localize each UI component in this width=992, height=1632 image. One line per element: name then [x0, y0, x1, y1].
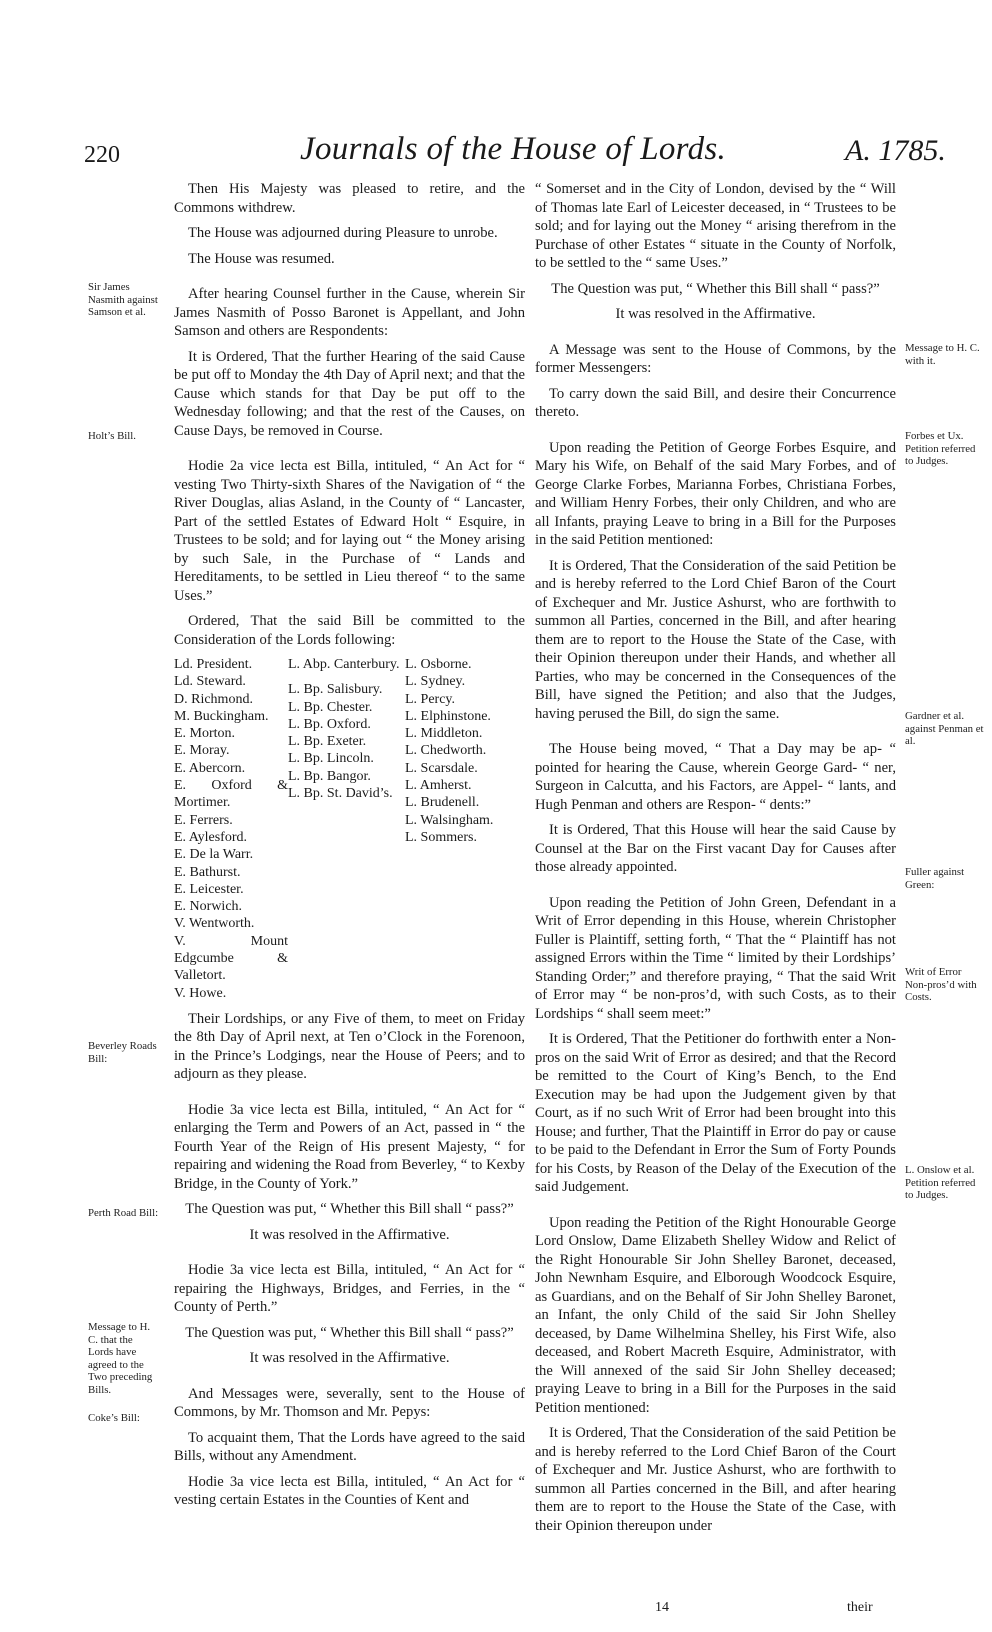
lord-name: L. Bp. Oxford.	[288, 716, 371, 732]
paragraph: To acquaint them, That the Lords have agreed to the said Bills, without any Amendment.	[174, 1429, 525, 1465]
paragraph: It is Ordered, That this House will hear the said Cause by Counsel at the Bar on the First vacant Day for Causes after those already appointed.	[535, 822, 896, 875]
lord-name: L. Sommers.	[405, 829, 477, 845]
paragraph: “ Somerset and in the City of London, devised by the “ Will of Thomas late Earl of Leicester deceased, in “ Trustees to be sold; and for laying out the Money “ arising therefrom in the Purchase of other Estates “ situate in the County of Norfolk, to be settled to the “ same Uses.”	[535, 181, 896, 271]
lords-list	[174, 656, 525, 1002]
side-note-nasmith: Sir James Nasmith against Samson et al.	[88, 281, 158, 318]
paragraph: A Message was sent to the House of Commons, by the former Messengers:	[535, 341, 896, 376]
lord-name: E. Aylesford.	[174, 829, 247, 845]
resolution: It was resolved in the Affirmative.	[615, 306, 816, 322]
side-note-gardner: Gardner et al. against Penman et al.	[905, 710, 984, 747]
page-number: 220	[84, 142, 120, 168]
lord-name: M. Buckingham.	[174, 708, 269, 724]
paragraph: Then His Majesty was pleased to retire, and the Commons withdrew.	[174, 181, 525, 216]
page-title: Journals of the House of Lords.	[300, 131, 727, 167]
lord-name: E. Moray.	[174, 743, 230, 759]
question: The Question was put, “ Whether this Bill shall “ pass?”	[185, 1324, 514, 1341]
paragraph: Upon reading the Petition of the Right Honourable George Lord Onslow, Dame Elizabeth Shelley Widow and Relict of the Right Honourable Sir John Shelley Baronet, deceased, John Newnham Esquire, and Elborough Woodcock Esquire, as Guardians, and on the Behalf of Sir John Shelley Baronet, an Infant, the only Child of the said Sir John Shelley deceased, by Dame Wilhelmina Shelley, his First Wife, also deceased, and Robert Macreth Esquire, Administrator, with the Will annexed of the said Sir John Shelley deceased; praying Leave to bring in a Bill for the Purposes in the said Petition mentioned:	[535, 1214, 896, 1416]
paragraph: To carry down the said Bill, and desire their Concurrence thereto.	[535, 385, 896, 420]
paragraph: Ordered, That the said Bill be committed to the Consideration of the Lords following:	[174, 613, 525, 648]
side-note-fuller: Fuller against Green:	[905, 866, 965, 891]
signature-mark: 14	[655, 1600, 669, 1615]
lord-name: E. Ferrers.	[174, 812, 233, 828]
lord-name: V. Mount Edgcumbe & Valletort.	[174, 933, 288, 984]
lord-name: V. Howe.	[174, 985, 227, 1001]
paragraph: And Messages were, severally, sent to the House of Commons, by Mr. Thomson and Mr. Pepys:	[174, 1385, 525, 1421]
lord-name: L. Percy.	[405, 691, 456, 707]
side-note-message-hc: Message to H. C. with it.	[905, 342, 980, 367]
lord-name: L. Bp. Lincoln.	[288, 751, 374, 767]
lord-name: L. Bp. St. David’s.	[288, 786, 393, 802]
lords-list-col1	[174, 656, 288, 1002]
side-note-beverley: Beverley Roads Bill:	[88, 1040, 157, 1065]
lord-name: E. Abercorn.	[174, 760, 246, 776]
lord-name: D. Richmond.	[174, 691, 253, 707]
paragraph: Their Lordships, or any Five of them, to meet on Friday the 8th Day of April next, at Ten o’Clock in the Forenoon, in the Prince’s Lodgings, near the House of Peers; and to adjourn as they please.	[174, 1010, 525, 1083]
resolution: It was resolved in the Affirmative.	[249, 1226, 450, 1243]
paragraph: Hodie 3a vice lecta est Billa, intituled, “ An Act for “ enlarging the Term and Powers of an Act, passed in “ the Fourth Year of the Reign of His present Majesty, “ for repairing and widening the Road from Beverley, “ to Kexby Bridge, in the County of York.”	[174, 1101, 525, 1192]
lord-name: L. Elphinstone.	[405, 708, 491, 724]
paragraph: Upon reading the Petition of George Forbes Esquire, and Mary his Wife, on Behalf of the said Mary Forbes, and of George Clarke Forbes, Marianna Forbes, Christiana Forbes, and William Henry Forbes, their only Children, and who are all Infants, praying Leave to bring in a Bill for the Purposes in the said Petition mentioned:	[535, 439, 896, 548]
right-column	[535, 180, 896, 1542]
side-note-message: Message to H. C. that the Lords have agreed to the Two preceding Bills.	[88, 1321, 153, 1396]
lord-name: Ld. Steward.	[174, 674, 246, 690]
paragraph: It is Ordered, That the further Hearing of the said Cause be put off to Monday the 4th Day of April next; and that the Cause which stands for that Day be put off to the Wednesday following; and that the rest of the Causes, on Cause Days, be removed in Course.	[174, 348, 525, 439]
paragraph: It is Ordered, That the Petitioner do forthwith enter a Non-pros on the said Writ of Error as desired; and that the Record be remitted to the Court of King’s Bench, to the End Execution may be had upon the Judgement given by that Court, as if no such Writ of Error had been brought into this House; and further, That the Plaintiff in Error do pay or cause to be paid to the Defendant in Error the Sum of Forty Pounds for his Costs, by Reason of the Delay of the Execution of the said Judgement.	[535, 1031, 896, 1195]
paragraph: The House was resumed.	[188, 250, 335, 267]
paragraph: It is Ordered, That the Consideration of the said Petition be and is hereby referred to the Lord Chief Baron of the Court of Exchequer and Mr. Justice Ashurst, who are forthwith to summon all Parties concerned in the Bill, and after hearing them are to report to the House the State of the Case, with their Opinion thereupon under	[535, 1425, 896, 1534]
lord-name: L. Bp. Salisbury.	[288, 682, 383, 698]
lord-name: L. Scarsdale.	[405, 760, 478, 776]
lord-name: L. Osborne.	[405, 657, 472, 672]
paragraph: The House being moved, “ That a Day may be ap- “ pointed for hearing the Cause, wherein George Gard- “ ner, Surgeon in Calcutta, and his Factors, are Appel- “ lants, and Hugh Penman and others are Respon- “ dents:”	[535, 741, 896, 813]
catchword: their	[847, 1600, 873, 1615]
lord-name: E. Leicester.	[174, 881, 244, 897]
paragraph: It is Ordered, That the Consideration of the said Petition be and is hereby referred to the Lord Chief Baron of the Court of Exchequer and Mr. Justice Ashurst, who are forthwith to summon all Parties, concerned in the Bill, and after hearing them are to report to the House the State of the Case, with their Opinion thereupon under their Hands, and whether all Parties, who may be concerned in the Consequences of the Bill, have signed the Petition; and also that the Judges, having perused the Bill, do sign the same.	[535, 557, 896, 722]
lord-name: L. Brudenell.	[405, 795, 480, 811]
lord-name: L. Walsingham.	[405, 812, 494, 828]
paragraph: Hodie 3a vice lecta est Billa, intituled, “ An Act for “ repairing the Highways, Bridges, and Ferries, in the “ County of Perth.”	[174, 1262, 525, 1316]
lords-list-col3	[405, 656, 525, 1002]
lord-name: L. Middleton.	[405, 726, 483, 742]
left-column	[174, 180, 525, 1517]
paragraph: Hodie 2a vice lecta est Billa, intituled, “ An Act for “ vesting Two Thirty-sixth Shares of the Navigation of “ the River Douglas, alias Asland, in the County of “ Lancaster, Part of the settled Estates of Edward Holt “ Esquire, in Trustees to be sold; and for laying out “ the Money arising by such Sale, in the Purchase of “ Lands and Hereditaments, to be settled in Lieu thereof “ to the same Uses.”	[174, 458, 525, 604]
lord-name: L. Sydney.	[405, 674, 466, 690]
paragraph: After hearing Counsel further in the Cause, wherein Sir James Nasmith of Posso Baronet is Appellant, and John Samson and others are Respondents:	[174, 286, 525, 339]
side-note-writ: Writ of Error Non-pros’d with Costs.	[905, 966, 977, 1003]
side-note-onslow: L. Onslow et al. Petition referred to Judges.	[905, 1164, 976, 1201]
question: The Question was put, “ Whether this Bill shall “ pass?”	[185, 1201, 514, 1218]
resolution: It was resolved in the Affirmative.	[249, 1350, 450, 1367]
side-note-coke: Coke’s Bill:	[88, 1412, 140, 1424]
lord-name: E. Oxford & Mortimer.	[174, 778, 288, 811]
lord-name: E. Norwich.	[174, 899, 243, 915]
page-year: A. 1785.	[845, 134, 946, 167]
lord-name: L. Bp. Bangor.	[288, 768, 371, 784]
paragraph: Upon reading the Petition of John Green, Defendant in a Writ of Error depending in this House, wherein Christopher Fuller is Plaintiff, setting forth, “ That the “ Plaintiff has not assigned Errors within the Time “ limited by their Lordships’ Standing Order;” and therefore praying, “ That the said Writ of Error may “ be non-pros’d, with such Costs, as to their Lordships “ shall seem meet:”	[535, 894, 896, 1022]
lord-name: E. Morton.	[174, 726, 236, 742]
lord-name: V. Wentworth.	[174, 916, 255, 932]
lord-name: E. Bathurst.	[174, 864, 241, 880]
lord-name: L. Bp. Chester.	[288, 699, 373, 715]
lord-name: L. Chedworth.	[405, 743, 487, 759]
lord-name: Ld. President.	[174, 657, 253, 672]
question: The Question was put, “ Whether this Bill shall “ pass?”	[551, 280, 880, 297]
lord-name: E. De la Warr.	[174, 847, 254, 863]
lords-list-col2	[288, 656, 405, 1002]
lord-name: L. Amherst.	[405, 778, 472, 794]
side-note-forbes: Forbes et Ux. Petition referred to Judges.	[905, 430, 976, 467]
paragraph: The House was adjourned during Pleasure to unrobe.	[188, 225, 498, 241]
lord-name: L. Bp. Exeter.	[288, 734, 367, 750]
paragraph: Hodie 3a vice lecta est Billa, intituled, “ An Act for “ vesting certain Estates in the Counties of Kent and	[174, 1473, 525, 1509]
lord-name: L. Abp. Canterbury.	[288, 657, 400, 672]
side-note-holt: Holt’s Bill.	[88, 430, 136, 442]
side-note-perth: Perth Road Bill:	[88, 1207, 159, 1219]
